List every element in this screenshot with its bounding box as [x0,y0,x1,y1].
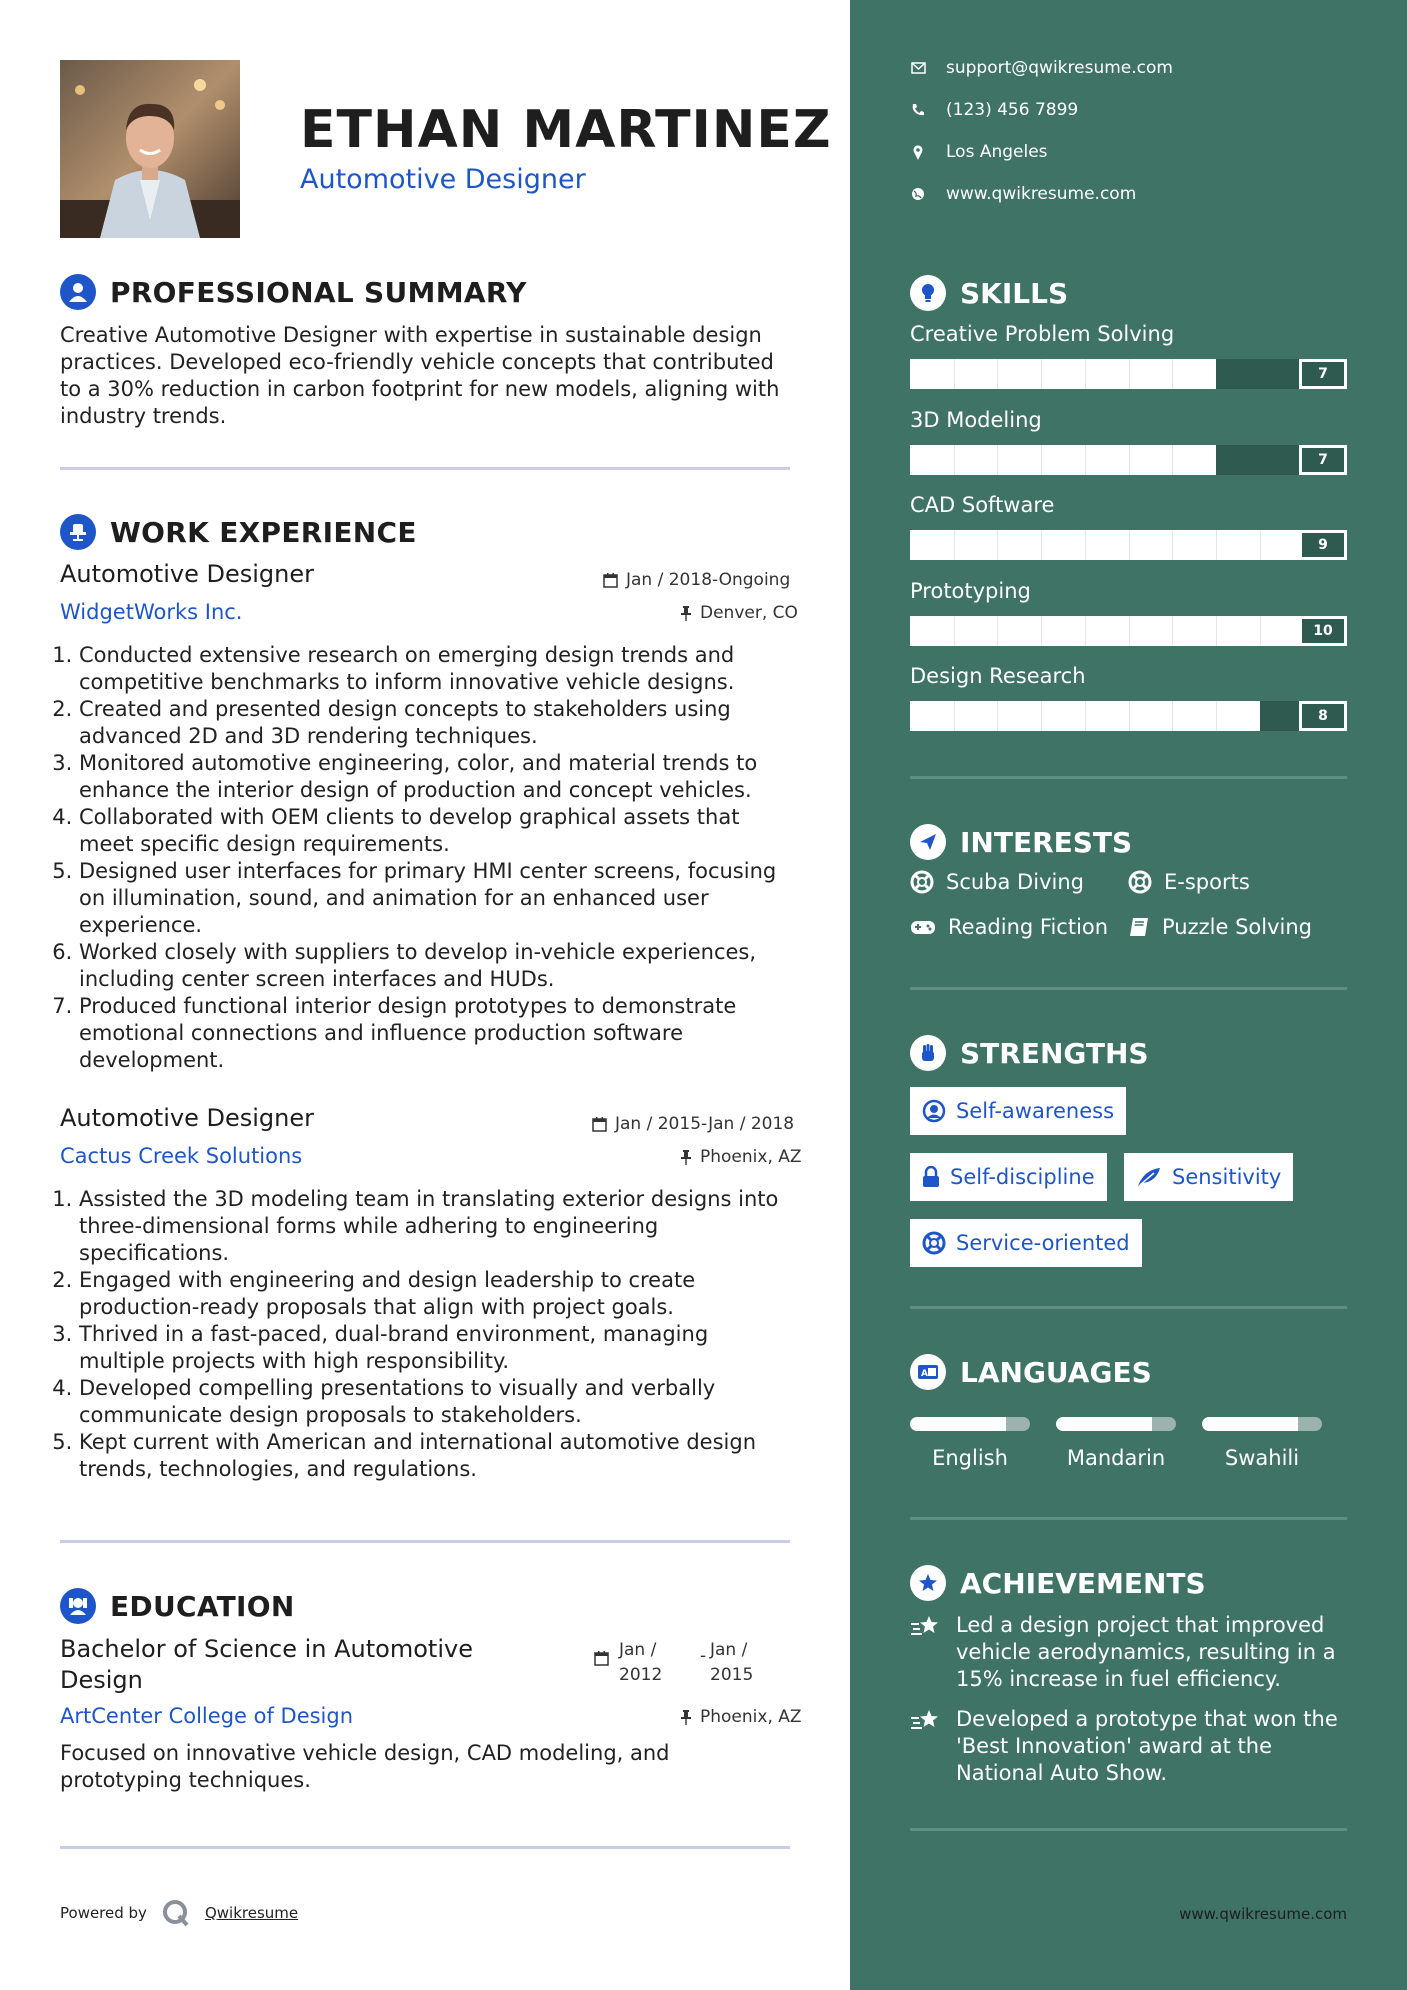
skill-bar-segment [1085,445,1086,475]
skill-name: Creative Problem Solving [910,322,1175,346]
education-location-text: Phoenix, AZ [700,1707,802,1727]
job-location-text: Phoenix, AZ [700,1147,802,1167]
lifebuoy-icon [922,1231,946,1255]
skill-score: 9 [1299,530,1347,560]
skill-score: 7 [1299,359,1347,389]
strength-label: Self-discipline [950,1165,1095,1189]
skills-heading [910,275,1068,311]
job-dates [592,1114,794,1134]
envelope-icon [910,62,926,74]
strength-chip [1124,1153,1293,1201]
interest-label: Puzzle Solving [1162,915,1312,939]
skill-name: Design Research [910,664,1086,688]
skill-score: 7 [1299,445,1347,475]
interest-item [910,915,1108,939]
skill-bar-segment [1216,616,1217,646]
map-marker-icon [910,145,926,160]
skill-bar [910,530,1347,560]
skill-score: 8 [1299,701,1347,731]
skill-bar-segment [1041,616,1042,646]
calendar-icon [594,1651,609,1670]
strength-chip [910,1219,1142,1267]
interest-item [910,870,1084,894]
skill-bar-segment [1129,616,1130,646]
list-item: 5. Kept current with American and international automotive design trends, technologies, and regulations. [79,1429,799,1483]
skill-bar-segment [1129,445,1130,475]
skill-bar-segment [1041,445,1042,475]
job-dates-text: Jan / 2015-Jan / 2018 [615,1114,795,1134]
skill-bar-segment [997,701,998,731]
list-item: 7. Produced functional interior design prototypes to demonstrate emotional connections and influence production software development. [79,993,799,1074]
skill-bar-segment [1216,701,1217,731]
skill-bar-segment [1041,701,1042,731]
achievement-text: Led a design project that improved vehicle aerodynamics, resulting in a 15% increase in fuel efficiency. [956,1613,1336,1691]
list-item: 3. Thrived in a fast-paced, dual-brand environment, managing multiple projects with high responsibility. [79,1321,799,1375]
powered-by [60,1898,298,1928]
calendar-icon [592,1117,607,1132]
interest-item [1128,870,1250,894]
skill-bar-segment [1172,616,1173,646]
interest-label: E-sports [1164,870,1250,894]
job-bullets [55,1186,799,1483]
skill-bar-segment [1172,359,1173,389]
section-divider [60,1540,790,1543]
achievement-item [910,1706,1347,1787]
strength-chip [910,1153,1107,1201]
contact-website-text: www.qwikresume.com [946,184,1137,204]
skill-bar [910,616,1347,646]
education-end-month: Jan / [710,1640,748,1660]
footer-website[interactable]: www.qwikresume.com [1179,1905,1347,1923]
skill-bar-segment [954,445,955,475]
skill-bar-segment [1085,359,1086,389]
shooting-star-icon [910,1708,942,1734]
strength-chip [910,1087,1126,1135]
summary-heading [60,274,527,310]
section-divider [60,467,790,470]
paper-plane-icon [910,824,946,860]
experience-heading-text: WORK EXPERIENCE [110,515,417,549]
skill-bar-segment [954,616,955,646]
list-item: 2. Created and presented design concepts to stakeholders using advanced 2D and 3D rendering techniques. [79,696,799,750]
section-divider [910,776,1347,779]
candidate-name: ETHAN MARTINEZ [300,100,832,160]
skill-bar-fill [910,445,1216,475]
skill-bar-segment [1085,530,1086,560]
skill-name: Prototyping [910,579,1031,603]
skill-name: CAD Software [910,493,1055,517]
language-level-bar [1202,1417,1322,1431]
skill-bar-segment [1041,359,1042,389]
languages-heading [910,1354,1152,1390]
education-start-date [619,1638,662,1688]
list-item: 3. Monitored automotive engineering, color, and material trends to enhance the interior design of production and concept vehicles. [79,750,799,804]
pin-icon [680,606,692,621]
section-divider [910,1517,1347,1520]
experience-heading [60,514,417,550]
lifebuoy-icon [910,870,934,894]
pin-icon [680,1710,692,1725]
skill-bar-segment [1172,445,1173,475]
phone-icon [910,103,926,117]
language-level-bar [1056,1417,1176,1431]
language-name: Mandarin [1066,1446,1166,1470]
language-name: English [932,1446,1008,1470]
shooting-star-icon [910,1614,942,1640]
chair-icon [60,514,96,550]
qwikresume-link[interactable]: Qwikresume [204,1904,299,1922]
achievement-text: Developed a prototype that won the 'Best Innovation' award at the National Auto Show. [956,1707,1338,1785]
section-divider [60,1846,790,1849]
skill-bar-segment [997,445,998,475]
job-dates [603,570,790,590]
skill-bar-segment [1085,616,1086,646]
interest-label: Scuba Diving [946,870,1084,894]
job-title: Automotive Designer [60,1104,314,1132]
skill-bar-segment [997,530,998,560]
education-date-separator: - [700,1646,707,1666]
skill-bar-segment [1260,530,1261,560]
skill-bar-segment [1085,701,1086,731]
strength-label: Self-awareness [956,1099,1115,1123]
languages-heading-text: LANGUAGES [960,1355,1152,1389]
education-start-month: Jan / [619,1640,657,1660]
job-location [680,1147,802,1167]
degree-title: Bachelor of Science in Automotive Design [60,1635,473,1694]
qwikresume-logo-icon [161,1898,191,1928]
skill-bar-fill [910,530,1303,560]
list-item: 4. Developed compelling presentations to visually and verbally communicate design proposals to stakeholders. [79,1375,799,1429]
language-level-fill [1202,1417,1298,1431]
language-level-fill [1056,1417,1152,1431]
book-icon [1128,916,1150,938]
summary-text: Creative Automotive Designer with expertise in sustainable design practices. Developed eco-friendly vehicle concepts that contributed to a 30% reduction in carbon footprint for new models, aligning with industry trends. [60,323,780,428]
list-item: 4. Collaborated with OEM clients to develop graphical assets that meet specific design requirements. [79,804,799,858]
pin-icon [680,1150,692,1165]
list-item: 1. Assisted the 3D modeling team in translating exterior designs into three-dimensional forms while adhering to engineering specifications. [79,1186,799,1267]
education-end-year: 2015 [710,1665,754,1685]
skill-bar-segment [954,701,955,731]
contact-email[interactable] [910,58,1173,78]
education-description: Focused on innovative vehicle design, CAD modeling, and prototyping techniques. [60,1741,670,1792]
skill-bar-segment [1129,701,1130,731]
language-level-fill [910,1417,1006,1431]
gamepad-icon [910,917,936,937]
lock-icon [922,1166,940,1188]
lifebuoy-icon [1128,870,1152,894]
skill-bar-segment [1129,530,1130,560]
skill-bar [910,701,1347,731]
summary-heading-text: PROFESSIONAL SUMMARY [110,275,527,309]
globe-icon [910,187,926,201]
skill-bar-segment [1172,530,1173,560]
company-name: Cactus Creek Solutions [60,1144,303,1168]
education-location [680,1707,802,1727]
list-item: 2. Engaged with engineering and design leadership to create production-ready proposals that align with project goals. [79,1267,799,1321]
education-heading [60,1588,295,1624]
language-level-bar [910,1417,1030,1431]
job-title: Automotive Designer [60,560,314,588]
strength-label: Service-oriented [956,1231,1130,1255]
contact-phone-text: (123) 456 7899 [946,100,1079,120]
job-location-text: Denver, CO [700,603,798,623]
company-name: WidgetWorks Inc. [60,600,243,624]
contact-website[interactable] [910,184,1136,204]
language-name: Swahili [1224,1446,1300,1470]
skill-bar-segment [954,530,955,560]
profile-photo [60,60,240,238]
skill-bar [910,445,1347,475]
section-divider [910,1828,1347,1831]
skill-bar-segment [997,616,998,646]
skill-name: 3D Modeling [910,408,1042,432]
feather-icon [1136,1166,1162,1188]
translate-icon [910,1354,946,1390]
strengths-heading [910,1035,1149,1071]
candidate-role: Automotive Designer [300,164,586,195]
skill-bar-segment [954,359,955,389]
achievements-heading [910,1565,1206,1601]
skill-bar-segment [1260,616,1261,646]
user-circle-icon [922,1099,946,1123]
strengths-heading-text: STRENGTHS [960,1036,1149,1070]
interests-heading-text: INTERESTS [960,825,1133,859]
education-start-year: 2012 [619,1665,663,1685]
skill-score: 10 [1299,616,1347,646]
contact-phone[interactable] [910,100,1078,120]
section-divider [910,987,1347,990]
job-bullets [55,642,799,1074]
achievements-heading-text: ACHIEVEMENTS [960,1566,1206,1600]
job-location [680,603,798,623]
interest-item [1128,915,1312,939]
contact-location [910,142,1048,162]
skill-bar-segment [1129,359,1130,389]
skills-heading-text: SKILLS [960,276,1069,310]
interest-label: Reading Fiction [948,915,1109,939]
section-divider [910,1306,1347,1309]
skill-bar-fill [910,359,1216,389]
contact-email-text: support@qwikresume.com [946,58,1173,78]
achievement-item [910,1612,1347,1693]
skill-bar-segment [997,359,998,389]
job-dates-text: Jan / 2018-Ongoing [626,570,791,590]
list-item: 1. Conducted extensive research on emerging design trends and competitive benchmarks to inform innovative vehicle designs. [79,642,799,696]
contact-location-text: Los Angeles [946,142,1048,162]
list-item: 5. Designed user interfaces for primary HMI center screens, focusing on illumination, sound, and animation for an enhanced user experience. [79,858,799,939]
education-heading-text: EDUCATION [110,1589,295,1623]
skill-bar-segment [1216,530,1217,560]
strength-label: Sensitivity [1172,1165,1282,1189]
interests-heading [910,824,1132,860]
graduate-icon [60,1588,96,1624]
list-item: 6. Worked closely with suppliers to develop in-vehicle experiences, including center screen interfaces and HUDs. [79,939,799,993]
calendar-icon [603,573,618,588]
skill-bar-segment [1041,530,1042,560]
fist-icon [910,1035,946,1071]
lightbulb-icon [910,275,946,311]
powered-by-label: Powered by [60,1904,147,1922]
education-end-date [710,1638,753,1688]
user-icon [60,274,96,310]
star-badge-icon [910,1565,946,1601]
skill-bar-segment [1172,701,1173,731]
skill-bar [910,359,1347,389]
svg-text:A: A [921,1369,928,1379]
school-name: ArtCenter College of Design [60,1704,354,1728]
